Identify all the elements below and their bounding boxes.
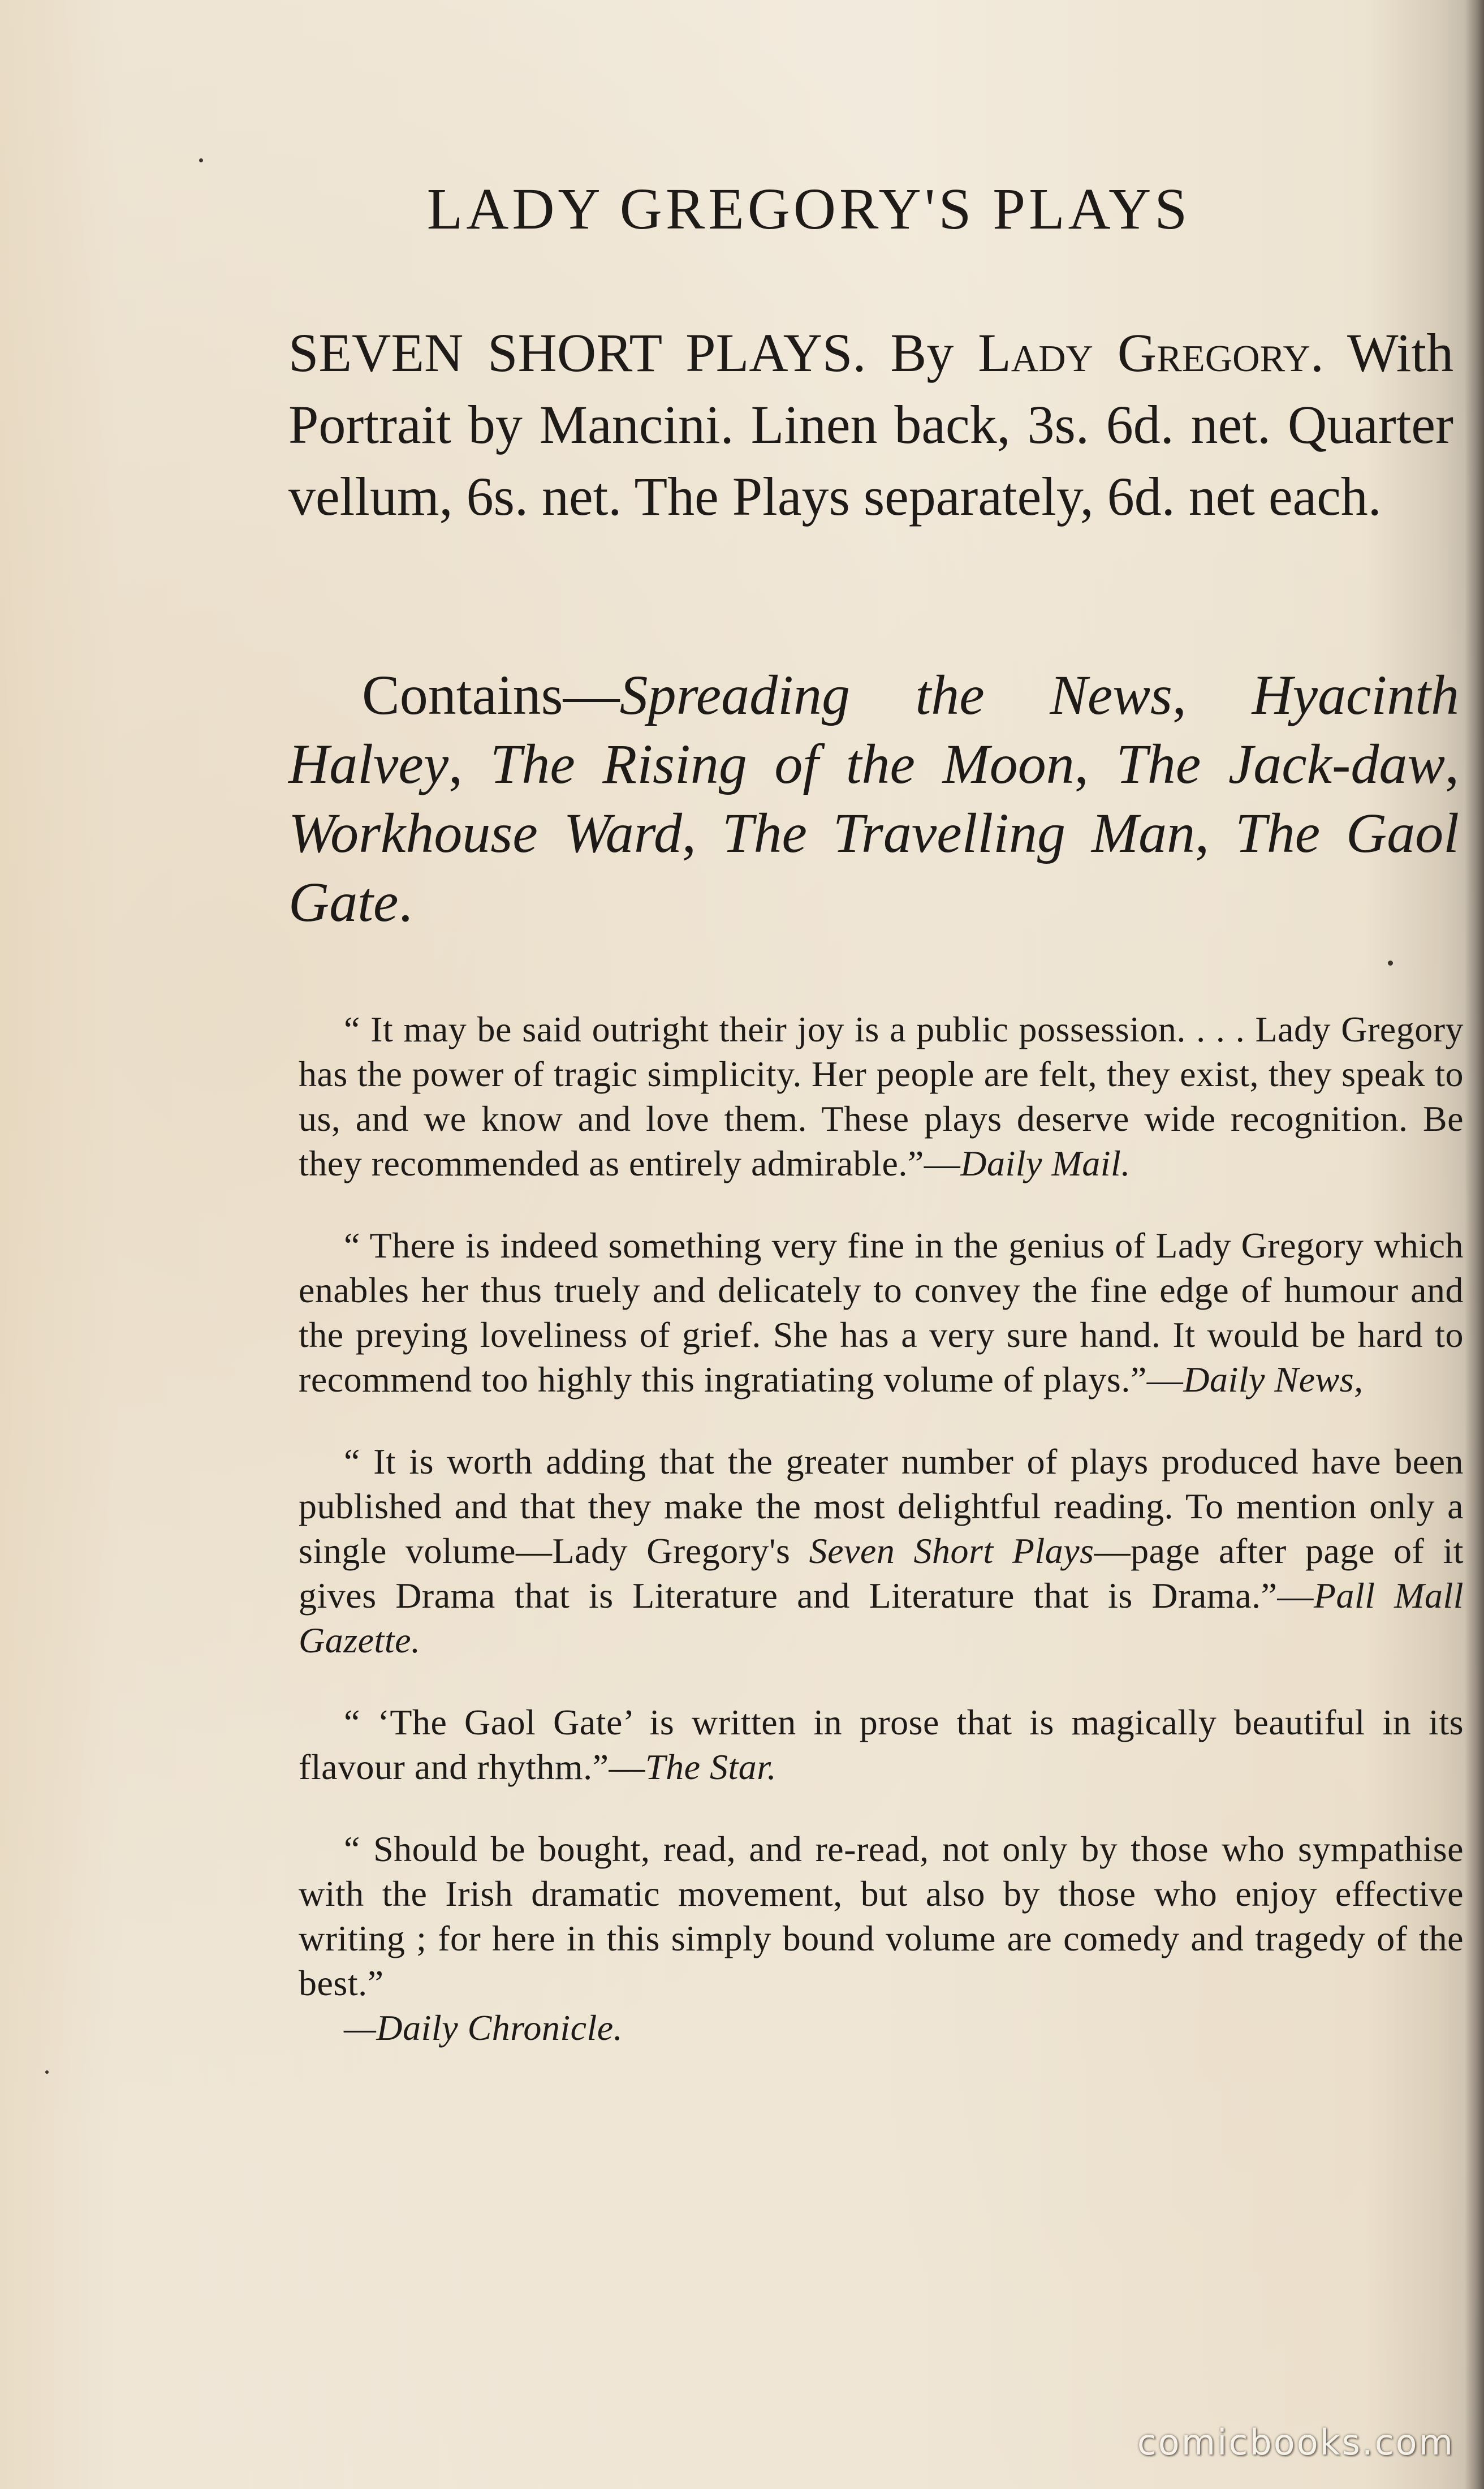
review-text: “ There is indeed something very fine in the genius of Lady Gregory which enables her thus truely and delicately to convey the fine edge of humour and the preying loveliness of grief. She has a very sure hand. It would be hard to recommend too highly this ingratiating volume of plays.”— xyxy=(299,1225,1464,1399)
review-italic-title: Seven Short Plays xyxy=(809,1531,1094,1571)
review-pall-mall-gazette xyxy=(299,1439,1464,1663)
review-source: Daily Mail. xyxy=(960,1143,1131,1183)
book-details: With Portrait by Mancini. Linen back, 3s. 6d. net. Quarter vellum, 6s. net. The Plays separately, 6d. net each. xyxy=(288,322,1454,527)
page-edge-shadow xyxy=(1465,0,1484,2489)
paper-speck xyxy=(1388,961,1393,966)
review-text: “ ‘The Gaol Gate’ is written in prose that is magically beautiful in its flavour and rhythm.”— xyxy=(299,1702,1464,1787)
review-source: The Star. xyxy=(645,1747,777,1787)
book-title: SEVEN SHORT PLAYS. xyxy=(288,322,866,383)
review-text: “ It may be said outright their joy is a public possession. . . . Lady Gregory has the power of tragic simplicity. Her people are felt, they exist, they speak to us, and we know and love them. These plays deserve wide recognition. Be they recommended as entirely admirable.”— xyxy=(299,1009,1464,1183)
review-text: —page after page of it gives Drama that is Literature and Literature that is Drama.”— xyxy=(299,1531,1464,1616)
review-the-star xyxy=(299,1700,1464,1789)
contents-list: Contains—Spreading the News, Hyacinth Halvey, The Rising of the Moon, The Jack-daw, Workhouse Ward, The Travelling Man, The Gaol Gate. xyxy=(288,664,1460,933)
review-text: “ Should be bought, read, and re-read, not only by those who sympathise with the Irish dramatic movement, but also by those who enjoy effective writing ; for here in this simply bound volume are comedy and tragedy of the best.” xyxy=(299,1829,1464,2003)
author-first-name: Lady xyxy=(978,322,1093,383)
watermark-logo: comicbooks.com xyxy=(1137,2422,1455,2463)
play-title: Spreading the News xyxy=(619,664,1172,726)
review-source: —Daily Chronicle. xyxy=(344,2008,623,2048)
play-title: Hyacinth Halvey xyxy=(288,664,1460,795)
review-daily-mail xyxy=(299,1007,1464,1186)
review-text: “ It is worth adding that the greater number of plays produced have been published and that they make the most delightful reading. To mention only a single volume—Lady Gregory's xyxy=(299,1441,1464,1571)
review-daily-chronicle xyxy=(299,1827,1464,2050)
paper-speck xyxy=(45,2070,49,2074)
press-reviews xyxy=(299,1007,1464,2087)
play-title: The Gaol Gate xyxy=(288,802,1460,933)
review-daily-news xyxy=(299,1223,1464,1402)
author-last-name: Gregory. xyxy=(1117,322,1324,383)
page-title: LADY GREGORY'S PLAYS xyxy=(426,176,1191,242)
play-title: The Jack-daw xyxy=(1116,733,1446,795)
by-word: By xyxy=(890,322,954,383)
review-source: Pall Mall Gazette. xyxy=(299,1575,1464,1660)
book-entry xyxy=(288,317,1453,532)
play-title: Workhouse Ward xyxy=(288,802,682,864)
review-source: Daily News, xyxy=(1183,1359,1364,1399)
paper-speck xyxy=(199,158,203,162)
contents-lead: Contains— xyxy=(362,664,620,726)
play-title: The Rising of the Moon xyxy=(490,733,1075,795)
play-title: The Travelling Man xyxy=(722,802,1196,864)
